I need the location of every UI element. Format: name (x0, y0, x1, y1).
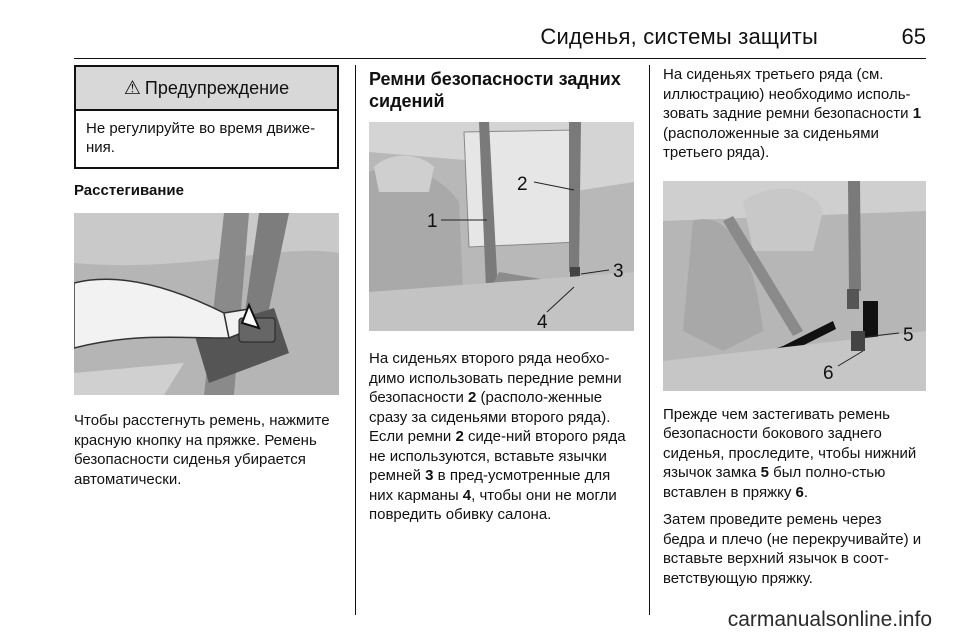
figure-second-row-belts (369, 122, 634, 331)
column-divider (649, 65, 650, 615)
paragraph-buckle-check: Прежде чем застегивать ремень безопасности бокового заднего сиденья, проследите, чтобы нижний язычок замка 5 был полно-стью вставлен в пряжку 6. (663, 405, 917, 501)
column-1 (74, 65, 339, 489)
figure-label: 2 (517, 174, 528, 195)
figure-third-row-belt (663, 181, 926, 391)
paragraph-unbuckle: Чтобы расстегнуть ремень, нажмите красную кнопку на пряжке. Ремень безопасности сиденья убирается автоматически. (74, 412, 330, 488)
column-divider (355, 65, 356, 615)
header-title: Сиденья, системы защиты (540, 24, 818, 49)
watermark: carmanualsonline.info (727, 608, 932, 631)
figure-label: 6 (823, 362, 834, 384)
paragraph-third-row: На сиденьях третьего ряда (см. иллюстрацию) необходимо исполь-зовать задние ремни безопасности 1 (расположенные за сиденьями третьего ряда). (663, 66, 922, 161)
figure-label: 3 (613, 261, 624, 282)
header-rule (74, 58, 926, 59)
column-2 (369, 65, 634, 525)
page-number: 65 (901, 24, 926, 49)
paragraph-second-row: На сиденьях второго ряда необхо-димо использовать передние ремни безопасности 2 (располо-женные сразу за сиденьями второго ряда). Если ремни 2 сиде-ний второго ряда не используются, вставьте язычки ремней 3 в пред-усмотренные для них карманы 4, чтобы они не могли повредить обивку салона. (369, 350, 626, 523)
paragraph-route-belt: Затем проведите ремень через бедра и плечо (не перекручивайте) и вставьте верхний язычок в соот-ветствующую пряжку. (663, 511, 922, 587)
figure-buckle-release (74, 213, 339, 395)
figure-label: 5 (903, 324, 914, 346)
warning-box (74, 65, 339, 169)
warning-text: Не регулируйте во время движе-ния. (86, 120, 316, 156)
warning-title: Предупреждение (144, 77, 290, 98)
warning-header (76, 67, 337, 111)
subheading-unbuckling: Расстегивание (74, 182, 184, 199)
warning-triangle-icon: ⚠ (123, 77, 141, 99)
figure-label: 1 (427, 211, 438, 232)
column-3 (663, 65, 926, 588)
section-title: Ремни безопасности задних сидений (369, 69, 621, 111)
figure-label: 4 (537, 312, 548, 331)
